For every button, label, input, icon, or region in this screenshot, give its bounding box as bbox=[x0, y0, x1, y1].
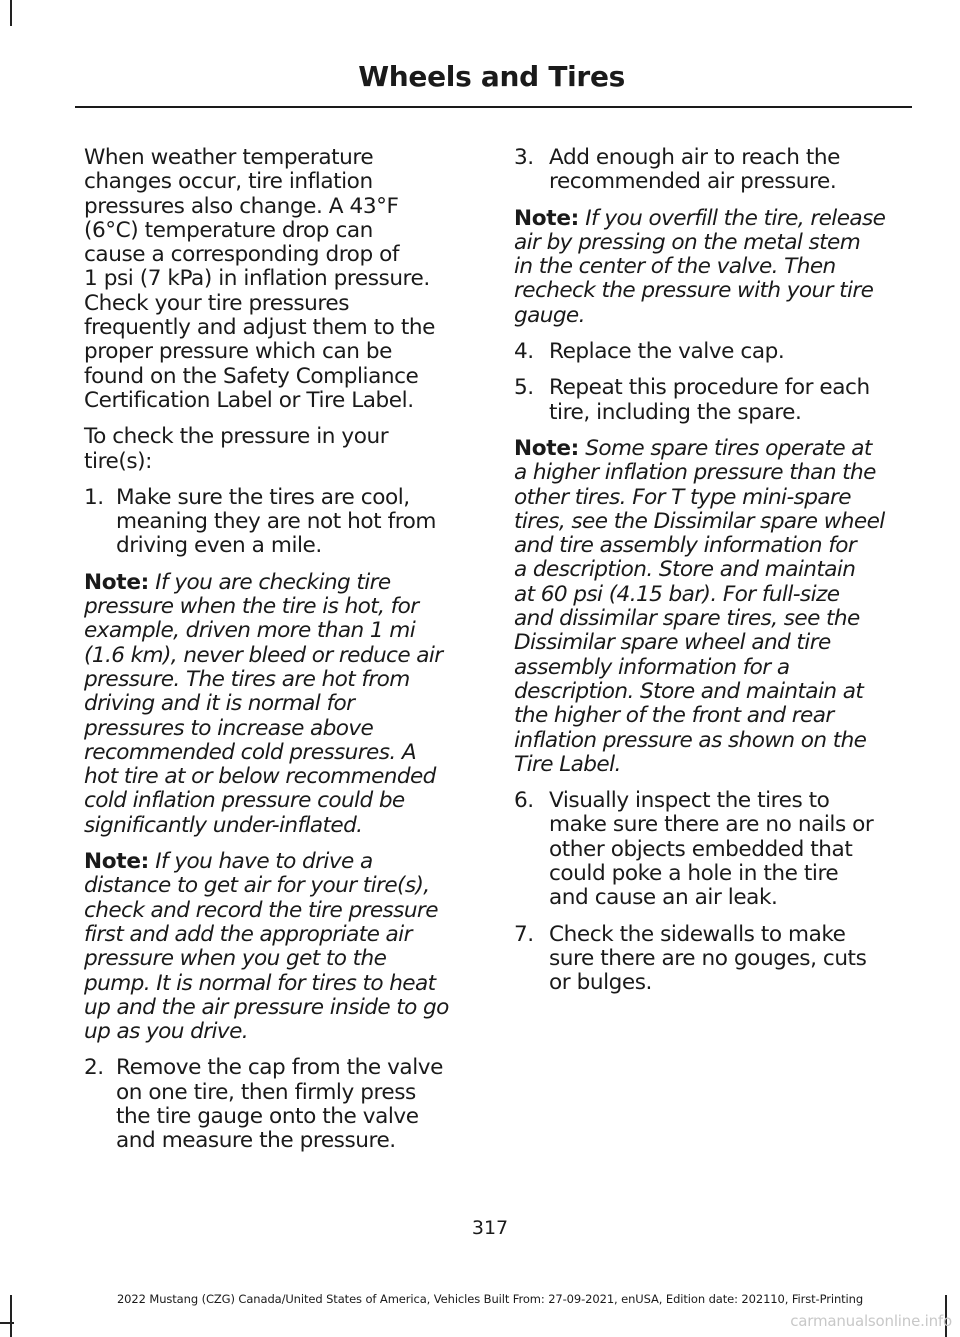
note-label: Note: bbox=[514, 205, 580, 231]
step-text: Make sure the tires are cool, meaning they are not hot from driving even a mile. bbox=[116, 484, 437, 559]
crop-mark-bottom-left-h bbox=[0, 1322, 14, 1324]
step-1 bbox=[84, 486, 476, 559]
step-3 bbox=[514, 146, 906, 195]
step-2 bbox=[84, 1056, 476, 1153]
header-divider bbox=[75, 106, 912, 108]
step-text: Add enough air to reach the recommended air pressure. bbox=[549, 145, 840, 195]
step-number: 4. bbox=[514, 339, 534, 365]
watermark: carmanualsonline.info bbox=[790, 1312, 952, 1330]
step-number: 6. bbox=[514, 788, 534, 814]
step-text: Remove the cap from the valve on one tire, then firmly press the tire gauge onto the valve and measure the pressure. bbox=[116, 1055, 443, 1154]
right-column bbox=[514, 146, 906, 1008]
note-label: Note: bbox=[514, 435, 580, 461]
intro-paragraph: When weather temperature changes occur, tire inflation pressures also change. A 43°F (6°C) temperature drop can cause a corresponding drop of 1 psi (7 kPa) in inflation pressure. Check your tire pressures frequently and adjust them to the proper pressure which can be found on the Safety Compliance Certification Label or Tire Label. bbox=[84, 145, 435, 413]
note-label: Note: bbox=[84, 569, 150, 595]
note-spare-tires bbox=[514, 437, 906, 777]
step-6 bbox=[514, 789, 906, 910]
note-text: If you are checking tire pressure when the tire is hot, for example, driven more than 1 mi (1.6 km), never bleed or reduce air pressure. The tires are hot from driving and it is normal for pressures to increase above recommended cold pressures. A hot tire at or below recommended cold inflation pressure could be significantly under-inflated. bbox=[84, 569, 443, 838]
note-text: If you overfill the tire, release air by pressing on the metal stem in the center of the valve. Then recheck the pressure with your tire gauge. bbox=[514, 205, 886, 328]
step-text: Replace the valve cap. bbox=[549, 339, 785, 365]
note-drive-distance bbox=[84, 850, 476, 1044]
note-label: Note: bbox=[84, 849, 150, 875]
page-title: Wheels and Tires bbox=[358, 60, 625, 93]
left-column bbox=[84, 146, 476, 1166]
note-text: Some spare tires operate at a higher inflation pressure than the other tires. For T type mini-spare tires, see the Dissimilar spare wheel and tire assembly information for a description. Store and maintain at 60 psi (4.15 bar). For full-size and dissimilar spare tires, see the Dissimilar spare wheel and tire assembly information for a description. Store and maintain at the higher of the front and rear inflation pressure as shown on the Tire Label. bbox=[514, 435, 885, 777]
step-text: Check the sidewalls to make sure there are no gouges, cuts or bulges. bbox=[549, 921, 867, 996]
crop-mark-top-left bbox=[10, 0, 12, 26]
step-number: 5. bbox=[514, 375, 534, 401]
step-number: 3. bbox=[514, 145, 534, 170]
step-text: Repeat this procedure for each tire, including the spare. bbox=[549, 375, 870, 425]
footer-edition-info: 2022 Mustang (CZG) Canada/United States of America, Vehicles Built From: 27-09-2021, enUSA, Edition date: 202110, First-Printing bbox=[116, 1292, 864, 1306]
step-text: Visually inspect the tires to make sure there are no nails or other objects embedded that could poke a hole in the tire and cause an air leak. bbox=[549, 788, 874, 911]
page-number: 317 bbox=[471, 1217, 509, 1239]
step-7 bbox=[514, 923, 906, 996]
step-number: 1. bbox=[84, 484, 104, 510]
step-number: 2. bbox=[84, 1055, 104, 1081]
note-overfill bbox=[514, 207, 906, 328]
note-text: If you have to drive a distance to get air for your tire(s), check and record the tire pressure first and add the appropriate air pressure when you get to the pump. It is normal for tires to heat up and the air pressure inside to go up as you drive. bbox=[84, 849, 449, 1045]
note-hot-tire bbox=[84, 571, 476, 838]
check-pressure-paragraph: To check the pressure in your tire(s): bbox=[84, 424, 389, 474]
step-number: 7. bbox=[514, 921, 534, 947]
step-4 bbox=[514, 340, 906, 364]
step-5 bbox=[514, 376, 906, 425]
